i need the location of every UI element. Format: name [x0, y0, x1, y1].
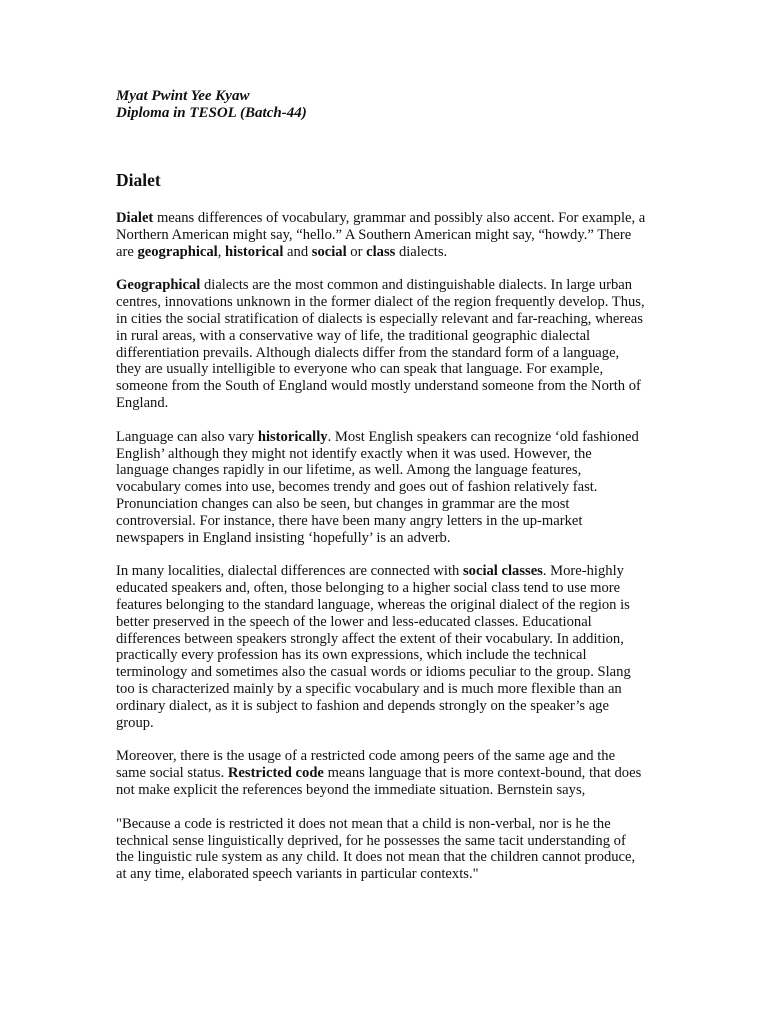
paragraph-quote	[116, 816, 646, 883]
text-run: Language can also vary	[116, 428, 258, 445]
document-page	[116, 88, 646, 883]
bold-term: social	[311, 243, 347, 260]
text-run: means differences of vocabulary, grammar and possibly also accent. For example, a Northern American might say, “hello.” A Southern American might say, “howdy.” There are	[116, 210, 646, 260]
bold-term: geographical	[137, 243, 218, 260]
paragraph-historical	[116, 429, 646, 547]
bold-term: Restricted code	[227, 765, 324, 782]
text-run: In many localities, dialectal differences are connected with	[116, 563, 463, 580]
course-name: Diploma in TESOL (Batch-44)	[116, 105, 307, 121]
text-run: and	[283, 243, 312, 260]
text-run: means language that is more context-bound, that does not make explicit the references beyond the immediate situation. Bernstein says,	[116, 765, 642, 798]
paragraph-geographical	[116, 277, 646, 411]
text-run: . Most English speakers can recognize ‘old fashioned English’ although they might not identify exactly when it was used. However, the language changes rapidly in our lifetime, as well. Among the language features, vocabulary comes into use, becomes trendy and goes out of fashion relatively fast. Pronunciation changes can also be seen, but changes in grammar are the most controversial. For instance, there have been many angry letters in the up-market newspapers in England insisting ‘hopefully’ is an adverb.	[116, 428, 639, 546]
bold-term: historically	[257, 428, 328, 445]
bold-term: historical	[225, 243, 284, 260]
text-run: or	[346, 243, 367, 260]
text-run: . More-highly educated speakers and, often, those belonging to a higher social class tend to use more features belonging to the standard language, whereas the original dialect of the region is better preserved in the speech of the lower and less-educated classes. Educational differences between speakers strongly affect the extent of their vocabulary. In addition, practically every profession has its own expressions, which include the technical terminology and sometimes also the casual words or idioms peculiar to the group. Slang too is characterized mainly by a specific vocabulary and is much more flexible than an ordinary dialect, as it is subject to fashion and depends strongly on the speaker’s age group.	[116, 563, 631, 731]
document-title: Dialet	[116, 170, 161, 190]
paragraph-social-classes	[116, 563, 646, 731]
bold-term: Geographical	[116, 277, 201, 294]
text-run: "Because a code is restricted it does not mean that a child is non-verbal, nor is he the technical sense linguistically deprived, for he possesses the same tacit understanding of the linguistic rule system as any child. It does not mean that the children cannot produce, at any time, elaborated speech variants in particular contexts."	[116, 815, 636, 883]
author-name: Myat Pwint Yee Kyaw	[116, 88, 250, 104]
text-run: ,	[217, 243, 226, 260]
text-run: dialects.	[395, 243, 448, 260]
bold-term: Dialet	[116, 210, 154, 226]
paragraph-restricted-code	[116, 748, 646, 798]
bold-term: class	[366, 243, 396, 260]
bold-term: social classes	[463, 563, 543, 580]
text-run: Moreover, there is the usage of a restricted code among peers of the same age and the same social status.	[116, 748, 616, 782]
text-run: dialects are the most common and distinguishable dialects. In large urban centres, innovations unknown in the former dialect of the region frequently develop. Thus, in cities the social stratification of dialects is especially relevant and far-reaching, whereas in rural areas, with a conservative way of life, the traditional geographic dialectal differentiation prevails. Although dialects differ from the standard form of a language, they are usually intelligible to everyone who can speak that language. For example, someone from the South of England would mostly understand someone from the North of England.	[116, 277, 645, 411]
paragraph-definition	[116, 210, 646, 260]
